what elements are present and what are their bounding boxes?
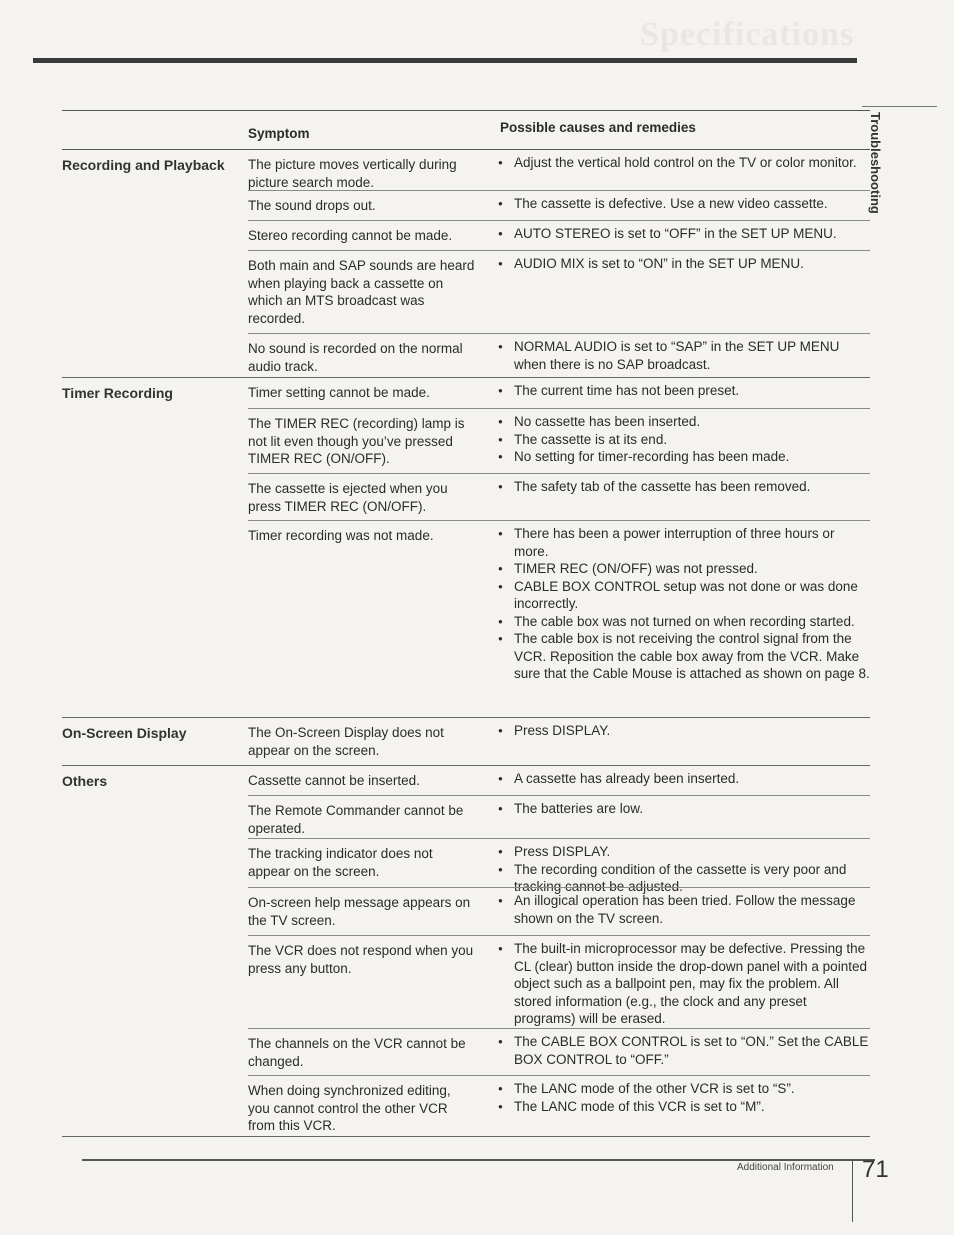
cause-item: ● The LANC mode of this VCR is set to “M”. (498, 1098, 870, 1116)
symptom-text: The picture moves vertically during picture search mode. (248, 157, 457, 190)
cause-item: ● TIMER REC (ON/OFF) was not pressed. (498, 560, 870, 578)
table-row (248, 250, 870, 333)
section (62, 718, 870, 766)
cause-item: ● The CABLE BOX CONTROL is set to “ON.” Set the CABLE BOX CONTROL to “OFF.” (498, 1033, 870, 1068)
cause-item: ● Press DISPLAY. (498, 843, 870, 861)
top-rule (33, 58, 857, 63)
cause-item: ● A cassette has already been inserted. (498, 770, 870, 788)
symptom-text: Timer setting cannot be made. (248, 385, 430, 400)
table-row (248, 333, 870, 377)
table-row (248, 520, 870, 717)
table-row (248, 766, 870, 795)
symptom-text: The VCR does not respond when you press any button. (248, 943, 474, 976)
troubleshooting-table (62, 110, 870, 1137)
cause-item: ● The recording condition of the cassette is very poor and tracking cannot be adjusted. (498, 861, 870, 896)
table-row (248, 473, 870, 520)
cause-item: ● The cassette is at its end. (498, 431, 870, 449)
symptom-text: No sound is recorded on the normal audio track. (248, 341, 463, 374)
cause-item: ● The cable box is not receiving the control signal from the VCR. Reposition the cable box away from the VCR. Make sure that the Cable Mouse is attached as shown on page 8. (498, 630, 870, 683)
section-title: Timer Recording (62, 385, 173, 401)
causes-list (498, 478, 870, 496)
table-row (248, 1028, 870, 1075)
causes-list (498, 382, 870, 400)
section (62, 378, 870, 718)
table-row (248, 887, 870, 935)
footer-section-label: Additional Information (737, 1162, 834, 1173)
section-title: On-Screen Display (62, 725, 187, 741)
symptom-text: Cassette cannot be inserted. (248, 773, 420, 788)
symptom-column-header: Symptom (248, 126, 310, 141)
cause-item: ● AUTO STEREO is set to “OFF” in the SET UP MENU. (498, 225, 870, 243)
cause-item: ● CABLE BOX CONTROL setup was not done or was done incorrectly. (498, 578, 870, 613)
table-row (248, 190, 870, 220)
table-row (248, 408, 870, 473)
cause-item: ● There has been a power interruption of three hours or more. (498, 525, 870, 560)
table-row (248, 795, 870, 838)
table-row (248, 935, 870, 1028)
table-header (62, 110, 870, 150)
section (62, 150, 870, 378)
causes-list (498, 338, 870, 373)
cause-item: ● The batteries are low. (498, 800, 870, 818)
causes-list (498, 154, 870, 172)
causes-list (498, 255, 870, 273)
page-number-rule (852, 1160, 853, 1222)
section-title: Others (62, 773, 108, 789)
symptom-text: When doing synchronized editing, you cannot control the other VCR from this VCR. (248, 1083, 451, 1133)
table-row (248, 220, 870, 250)
ghost-heading-bleedthrough: Specifications (640, 16, 855, 53)
symptom-text: The On-Screen Display does not appear on the screen. (248, 725, 444, 758)
symptom-text: The tracking indicator does not appear on the screen. (248, 846, 433, 879)
side-tab-label: Troubleshooting (868, 112, 883, 214)
cause-item: ● Adjust the vertical hold control on the TV or color monitor. (498, 154, 870, 172)
cause-item: ● No cassette has been inserted. (498, 413, 870, 431)
cause-item: ● Press DISPLAY. (498, 722, 870, 740)
cause-item: ● The built-in microprocessor may be defective. Pressing the CL (clear) button inside the drop-down panel with a pointed object such as a ballpoint pen, may fix the problem. All stored information (e.g., the clock and any preset programs) will be erased. (498, 940, 870, 1028)
cause-item: ● No setting for timer-recording has been made. (498, 448, 870, 466)
table-body (62, 150, 870, 1137)
causes-list (498, 892, 870, 927)
symptom-text: Stereo recording cannot be made. (248, 228, 453, 243)
causes-list (498, 800, 870, 818)
symptom-text: The sound drops out. (248, 198, 376, 213)
section-title: Recording and Playback (62, 157, 225, 173)
table-row (248, 838, 870, 894)
table-row (248, 1075, 870, 1136)
symptom-text: The channels on the VCR cannot be changed. (248, 1036, 466, 1069)
cause-item: ● The cable box was not turned on when recording started. (498, 613, 870, 631)
causes-list (498, 225, 870, 243)
symptom-text: The cassette is ejected when you press TIMER REC (ON/OFF). (248, 481, 448, 514)
cause-item: ● An illogical operation has been tried. Follow the message shown on the TV screen. (498, 892, 870, 927)
cause-item: ● The current time has not been preset. (498, 382, 870, 400)
section (62, 766, 870, 1137)
table-row (248, 718, 870, 765)
causes-list (498, 525, 870, 683)
causes-list (498, 1033, 870, 1068)
causes-list (498, 770, 870, 788)
causes-list (498, 195, 870, 213)
cause-item: ● The safety tab of the cassette has been removed. (498, 478, 870, 496)
causes-list (498, 940, 870, 1028)
symptom-text: Both main and SAP sounds are heard when playing back a cassette on which an MTS broadcast was recorded. (248, 258, 475, 326)
causes-list (498, 722, 870, 740)
side-rule (862, 106, 937, 107)
page-number: 71 (862, 1156, 889, 1183)
cause-item: ● The LANC mode of the other VCR is set to “S”. (498, 1080, 870, 1098)
bottom-rule (82, 1159, 875, 1161)
cause-item: ● AUDIO MIX is set to “ON” in the SET UP MENU. (498, 255, 870, 273)
symptom-text: Timer recording was not made. (248, 528, 434, 543)
cause-item: ● The cassette is defective. Use a new video cassette. (498, 195, 870, 213)
causes-column-header: Possible causes and remedies (500, 120, 696, 135)
symptom-text: On-screen help message appears on the TV screen. (248, 895, 471, 928)
table-row (248, 150, 870, 190)
cause-item: ● NORMAL AUDIO is set to “SAP” in the SET UP MENU when there is no SAP broadcast. (498, 338, 870, 373)
symptom-text: The TIMER REC (recording) lamp is not lit even though you’ve pressed TIMER REC (ON/OFF). (248, 416, 465, 466)
table-row (248, 378, 870, 408)
causes-list (498, 1080, 870, 1115)
symptom-text: The Remote Commander cannot be operated. (248, 803, 464, 836)
causes-list (498, 413, 870, 466)
